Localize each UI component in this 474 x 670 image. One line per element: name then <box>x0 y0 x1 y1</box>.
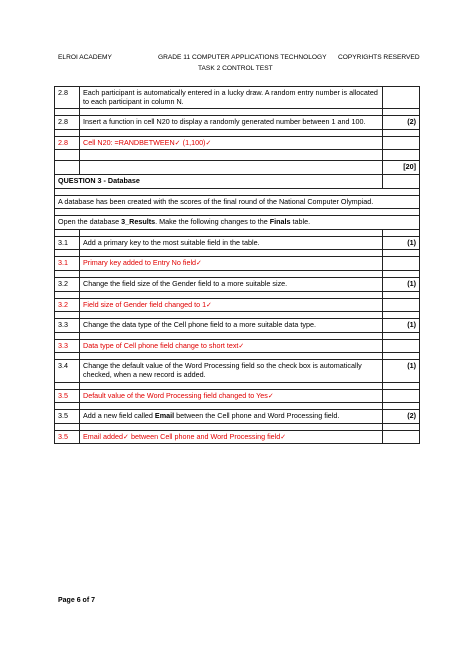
question-row <box>55 116 420 130</box>
test-subtitle: TASK 2 CONTROL TEST <box>198 65 273 72</box>
school-name: ELROI ACADEMY <box>58 54 112 61</box>
question-row <box>55 360 420 382</box>
answer-row <box>55 257 420 271</box>
page-header <box>0 54 474 80</box>
spacer-row <box>55 270 420 277</box>
intro-row <box>55 195 420 209</box>
question-text: Change the field size of the Gender field to a more suitable size. <box>80 277 383 291</box>
database-name: 3_Results <box>121 217 156 227</box>
mark-value: (2) <box>383 410 420 424</box>
copyright-notice: COPYRIGHTS RESERVED <box>338 54 420 61</box>
answer-row <box>55 430 420 444</box>
question-row <box>55 87 420 109</box>
answer-text: Data type of Cell phone field change to short text✓ <box>80 339 383 353</box>
question-row <box>55 277 420 291</box>
question-number: 3.1 <box>55 236 80 250</box>
intro-text: A database has been created with the scores of the final round of the National Computer Olympiad. <box>55 195 420 209</box>
page-prefix: Page <box>58 597 77 604</box>
spacer-row <box>55 188 420 195</box>
spacer-row <box>55 291 420 298</box>
section-heading-row <box>55 174 420 188</box>
question-number: 3.5 <box>55 410 80 424</box>
answer-number: 2.8 <box>55 136 80 150</box>
spacer-row <box>55 353 420 360</box>
question-text: Change the data type of the Cell phone field to a more suitable data type. <box>80 319 383 333</box>
question-row <box>55 319 420 333</box>
question-text: Change the default value of the Word Processing field so the check box is automatically checked, when a new record is added. <box>80 360 383 382</box>
answer-text: Cell N20: =RANDBETWEEN✓ (1,100)✓ <box>80 136 383 150</box>
question-text: Add a new field called Email between the Cell phone and Word Processing field. <box>80 410 383 424</box>
page-footer <box>58 597 95 604</box>
spacer-row <box>55 312 420 319</box>
instruction-row <box>55 216 420 230</box>
answer-text: Primary key added to Entry No field✓ <box>80 257 383 271</box>
question-number: 2.8 <box>55 116 80 130</box>
mark-value: (1) <box>383 360 420 382</box>
answer-row <box>55 298 420 312</box>
question-text: Insert a function in cell N20 to display a randomly generated number between 1 and 100. <box>80 116 383 130</box>
spacer-row <box>55 150 420 161</box>
page-of: of <box>80 597 92 604</box>
question-number: 3.2 <box>55 277 80 291</box>
page-total: 7 <box>91 597 95 604</box>
total-mark: [20] <box>383 161 420 175</box>
total-row <box>55 161 420 175</box>
table-name: Finals <box>269 217 291 227</box>
section-title: QUESTION 3 - Database <box>55 174 383 188</box>
answer-row <box>55 339 420 353</box>
question-number: 3.4 <box>55 360 80 382</box>
question-text: Add a primary key to the most suitable field in the table. <box>80 236 383 250</box>
mark-value: (2) <box>383 116 420 130</box>
answer-row <box>55 136 420 150</box>
instruction-text: Open the database 3_Results. Make the following changes to the Finals table. <box>55 216 420 230</box>
spacer-row <box>55 382 420 389</box>
answer-text: Email added✓ between Cell phone and Word Processing field✓ <box>80 430 383 444</box>
field-name: Email <box>154 411 175 421</box>
answer-row <box>55 389 420 403</box>
spacer-row <box>55 109 420 116</box>
answer-text: Default value of the Word Processing field changed to Yes✓ <box>80 389 383 403</box>
spacer-row <box>55 129 420 136</box>
mark-value: (1) <box>383 277 420 291</box>
mark-value: (1) <box>383 319 420 333</box>
question-row <box>55 410 420 424</box>
spacer-row <box>55 332 420 339</box>
course-title: GRADE 11 COMPUTER APPLICATIONS TECHNOLOGY <box>158 54 327 61</box>
question-table <box>54 86 420 444</box>
answer-number: 3.5 <box>55 430 80 444</box>
question-number: 3.3 <box>55 319 80 333</box>
question-text: Each participant is automatically entered in a lucky draw. A random entry number is allocated to each participant in column N. <box>80 87 383 109</box>
answer-number: 3.1 <box>55 257 80 271</box>
mark-cell <box>383 136 420 150</box>
spacer-row <box>55 209 420 216</box>
mark-cell <box>383 87 420 109</box>
page-number: 6 <box>76 597 81 604</box>
spacer-row <box>55 403 420 410</box>
mark-value: (1) <box>383 236 420 250</box>
spacer-row <box>55 250 420 257</box>
question-number: 2.8 <box>55 87 80 109</box>
answer-text: Field size of Gender field changed to 1✓ <box>80 298 383 312</box>
spacer-row <box>55 423 420 430</box>
answer-number: 3.5 <box>55 389 80 403</box>
answer-number: 3.3 <box>55 339 80 353</box>
spacer-row <box>55 229 420 236</box>
answer-number: 3.2 <box>55 298 80 312</box>
question-row <box>55 236 420 250</box>
